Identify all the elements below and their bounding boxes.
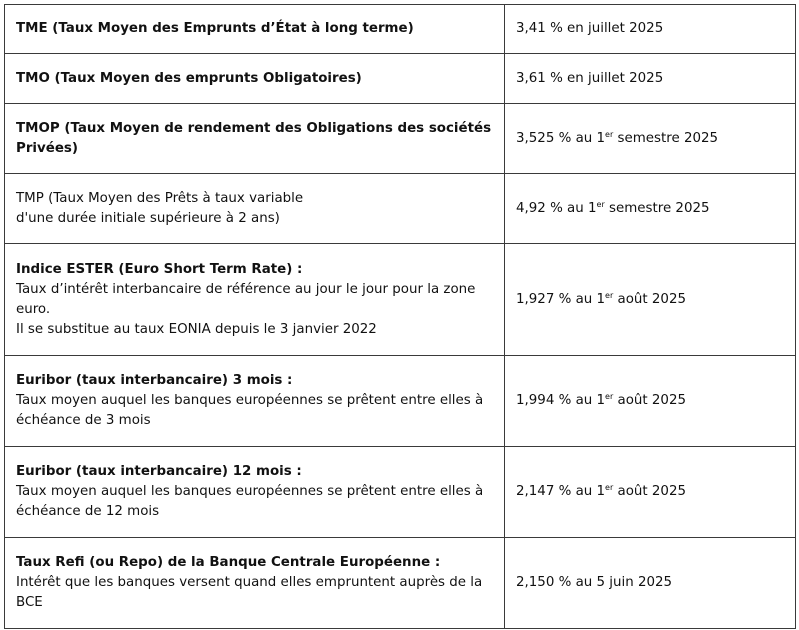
- rate-description: Il se substitue au taux EONIA depuis le 3 janvier 2022: [16, 321, 377, 337]
- rate-title: Taux Refi (ou Repo) de la Banque Centrale Européenne :: [16, 555, 441, 570]
- table-row: [5, 174, 796, 244]
- rate-value-tmop: [505, 104, 796, 174]
- rate-value-suffix: semestre 2025: [604, 200, 710, 216]
- rate-name-tme: TME (Taux Moyen des Emprunts d’État à long terme): [5, 5, 505, 54]
- ordinal-suffix: er: [596, 199, 605, 209]
- rate-value-ester: [505, 244, 796, 356]
- rate-name-tmp: [5, 174, 505, 244]
- rate-value-suffix: août 2025: [613, 393, 686, 408]
- rate-name-euribor-3m: [5, 356, 505, 447]
- rates-table: [4, 4, 796, 629]
- rate-value-euribor-3m: [505, 356, 796, 447]
- ordinal-suffix: er: [605, 483, 614, 492]
- rate-value-suffix: semestre 2025: [613, 130, 719, 146]
- rate-value-prefix: 3,525 % au 1: [516, 130, 606, 146]
- table-row: [5, 538, 796, 629]
- table-row: [5, 356, 796, 447]
- rate-description: Taux moyen auquel les banques européennes se prêtent entre elles à échéance de 3 mois: [16, 393, 484, 428]
- rate-title: Euribor (taux interbancaire) 12 mois :: [16, 464, 302, 479]
- rate-value-prefix: 4,92 % au 1: [516, 200, 597, 216]
- rate-name-ester: [5, 244, 505, 356]
- rate-value-euribor-12m: [505, 447, 796, 538]
- rate-value-suffix: août 2025: [613, 291, 686, 307]
- table-row: [5, 244, 796, 356]
- rate-description: Taux moyen auquel les banques européennes se prêtent entre elles à échéance de 12 mois: [16, 484, 484, 519]
- rate-title: Indice ESTER (Euro Short Term Rate) :: [16, 261, 303, 277]
- rate-value-prefix: 2,147 % au 1: [516, 484, 606, 499]
- rate-title: Euribor (taux interbancaire) 3 mois :: [16, 373, 293, 388]
- ordinal-suffix: er: [605, 392, 614, 401]
- rate-value-suffix: août 2025: [613, 484, 686, 499]
- rate-name-line: TMP (Taux Moyen des Prêts à taux variable: [16, 190, 304, 206]
- table-row: [5, 447, 796, 538]
- rate-value-tme: 3,41 % en juillet 2025: [505, 5, 796, 54]
- rate-value-tmp: [505, 174, 796, 244]
- table-row: [5, 5, 796, 54]
- rate-value-prefix: 1,994 % au 1: [516, 393, 606, 408]
- ordinal-suffix: er: [605, 290, 614, 300]
- table-row: [5, 104, 796, 174]
- rate-description: Taux d’intérêt interbancaire de référence au jour le jour pour la zone euro.: [16, 281, 476, 317]
- rate-description: Intérêt que les banques versent quand elles empruntent auprès de la BCE: [16, 575, 483, 610]
- rate-name-refi: [5, 538, 505, 629]
- rate-name-euribor-12m: [5, 447, 505, 538]
- rate-value-tmo: 3,61 % en juillet 2025: [505, 54, 796, 104]
- rate-value-refi: 2,150 % au 5 juin 2025: [505, 538, 796, 629]
- rate-name-tmo: TMO (Taux Moyen des emprunts Obligatoires): [5, 54, 505, 104]
- rate-name-line: d'une durée initiale supérieure à 2 ans): [16, 210, 280, 226]
- ordinal-suffix: er: [605, 129, 614, 139]
- rate-value-prefix: 1,927 % au 1: [516, 291, 606, 307]
- table-row: [5, 54, 796, 104]
- rate-name-tmop: TMOP (Taux Moyen de rendement des Obligations des sociétés Privées): [5, 104, 505, 174]
